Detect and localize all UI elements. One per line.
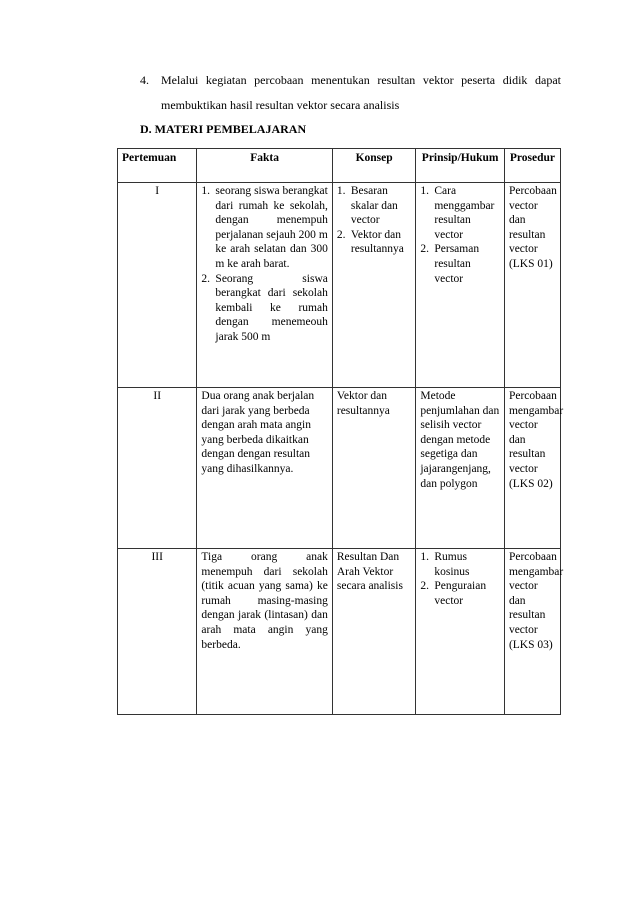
cell-fakta: Tiga orang anak menempuh dari sekolah (titik acuan yang sama) ke rumah masing-masing dengan jarak (lintasan) dan arah mata angin yang berbeda.: [197, 549, 332, 715]
table-row: [118, 549, 561, 715]
objective-text-line-2: membuktikan hasil resultan vektor secara analisis: [161, 98, 400, 112]
cell-pertemuan: III: [118, 549, 197, 715]
materi-table: [117, 148, 564, 715]
list-item: 1. Cara menggambar resultan vector: [420, 185, 495, 241]
cell-konsep: Resultan Dan Arah Vektor secara analisis: [332, 549, 416, 715]
cell-prinsip: Metode penjumlahan dan selisih vector dengan metode segetiga dan jajarangenjang, dan polygon: [416, 388, 505, 549]
cell-pertemuan: I: [118, 183, 197, 388]
header-prosedur: Prosedur: [504, 149, 560, 183]
cell-konsep: Vektor dan resultannya: [332, 388, 416, 549]
header-konsep: Konsep: [332, 149, 416, 183]
header-pertemuan: Pertemuan: [118, 149, 197, 183]
cell-pertemuan: II: [118, 388, 197, 549]
list-item: 2. Vektor dan resultannya: [336, 228, 404, 256]
table-header-row: [118, 149, 561, 183]
list-item-number: 4.: [140, 73, 149, 87]
list-item: 1. Besaran skalar dan vector: [336, 185, 398, 227]
cell-fakta: Dua orang anak berjalan dari jarak yang berbeda dengan arah mata angin yang berbeda dikaitkan dengan dengan resultan yang dihasilkannya.: [197, 388, 332, 549]
header-prinsip: Prinsip/Hukum: [416, 149, 505, 183]
cell-prosedur: Percobaan mengambar vector dan resultan vector (LKS 02): [504, 388, 560, 549]
list-item: 1. seorang siswa berangkat dari rumah ke sekolah, dengan menempuh perjalanan sejauh 200 m ke arah selatan dan 300 m ke arah barat.: [201, 185, 328, 270]
list-item: 1. Rumus kosinus: [420, 551, 470, 578]
section-heading: D. MATERI PEMBELAJARAN: [140, 122, 307, 136]
header-fakta: Fakta: [197, 149, 332, 183]
list-item: 2. Penguraian vector: [420, 580, 487, 607]
list-item: 2. Persaman resultan vector: [420, 243, 480, 285]
cell-prosedur: Percobaan vector dan resultan vector (LKS 01): [504, 183, 560, 388]
cell-prinsip: [416, 549, 505, 715]
cell-fakta: [197, 183, 332, 388]
cell-prinsip: [416, 183, 505, 388]
table-row: [118, 183, 561, 388]
objective-text-line-1: Melalui kegiatan percobaan menentukan resultan vektor peserta didik dapat: [161, 73, 561, 87]
cell-konsep: [332, 183, 416, 388]
table-row: [118, 388, 561, 549]
cell-prosedur: Percobaan mengambar vector dan resultan vector (LKS 03): [504, 549, 560, 715]
list-item: 2. Seorang siswa berangkat dari sekolah kembali ke rumah dengan menemeouh jarak 500 m: [201, 272, 328, 343]
